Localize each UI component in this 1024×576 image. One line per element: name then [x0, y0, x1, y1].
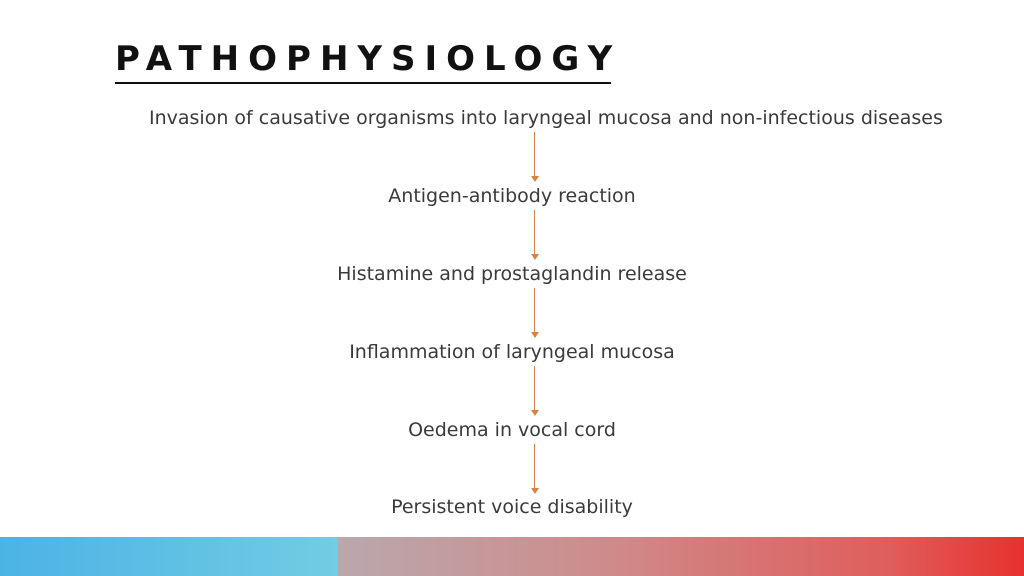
bottom-decorative-bar	[0, 537, 1024, 576]
flow-step-oedema: Oedema in vocal cord	[408, 419, 616, 441]
flow-arrow-4	[529, 366, 541, 416]
flow-arrow-3	[529, 288, 541, 338]
flow-arrow-5	[529, 444, 541, 494]
flow-step-invasion: Invasion of causative organisms into laryngeal mucosa and non-infectious diseases	[149, 107, 943, 129]
title-underline	[115, 82, 611, 84]
flow-arrow-1	[529, 132, 541, 182]
slide-title: PATHOPHYSIOLOGY	[115, 39, 622, 79]
flow-arrow-2	[529, 210, 541, 260]
bottom-bar-right-segment	[338, 537, 1024, 576]
flow-step-antigen-antibody: Antigen-antibody reaction	[388, 185, 636, 207]
flow-step-histamine-release: Histamine and prostaglandin release	[337, 263, 687, 285]
bottom-bar-left-segment	[0, 537, 338, 576]
flow-step-inflammation: Inflammation of laryngeal mucosa	[349, 341, 675, 363]
flow-step-voice-disability: Persistent voice disability	[391, 496, 633, 518]
